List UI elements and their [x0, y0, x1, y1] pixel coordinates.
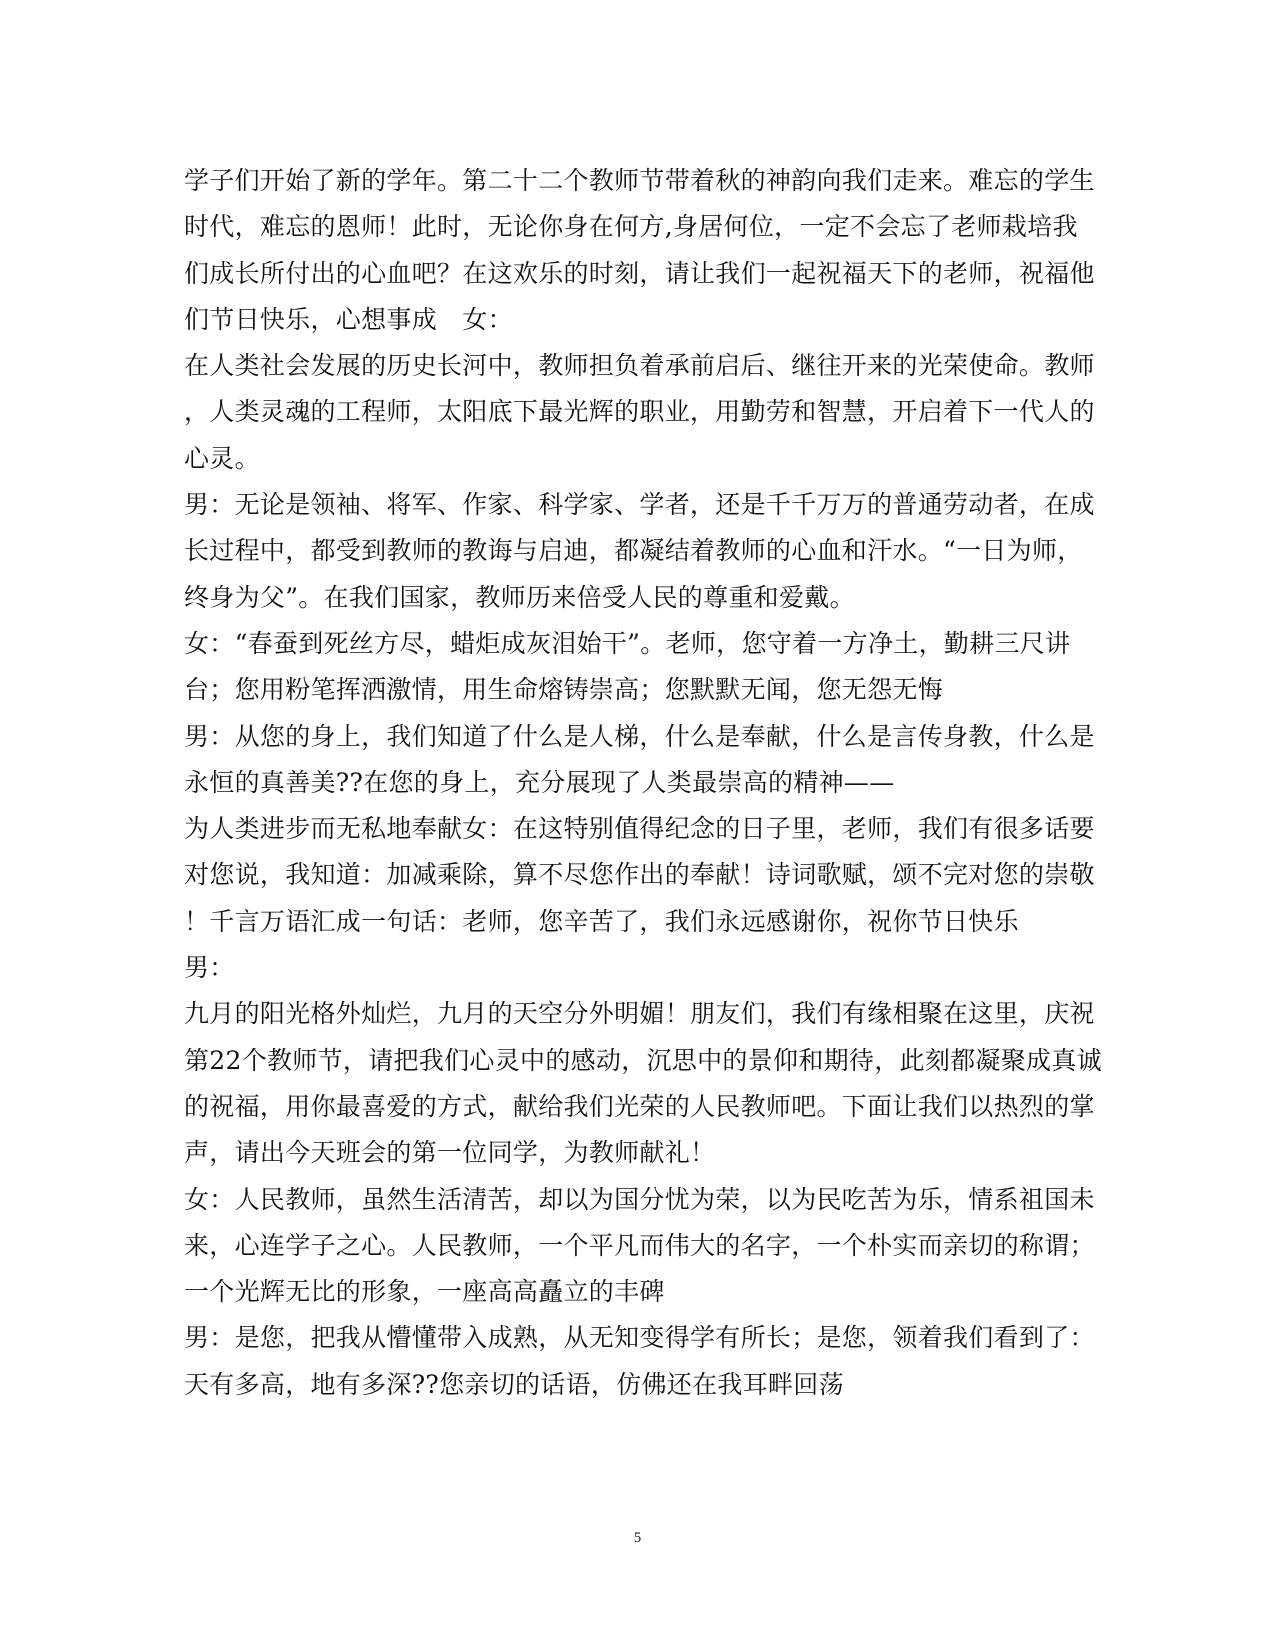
text-line: 声，请出今天班会的第一位同学，为教师献礼！ — [184, 1138, 716, 1168]
text-line: 们成长所付出的心血吧？在这欢乐的时刻，请让我们一起祝福天下的老师，祝福他 — [184, 258, 1095, 288]
text-line: 们节日快乐，心想事成 女： — [184, 304, 513, 334]
text-line: 第22个教师节，请把我们心灵中的感动，沉思中的景仰和期待，此刻都凝聚成真诚 — [184, 1045, 1102, 1075]
text-line: 来，心连学子之心。人民教师，一个平凡而伟大的名字，一个朴实而亲切的称谓； — [184, 1230, 1095, 1260]
text-line: 的祝福，用你最喜爱的方式，献给我们光荣的人民教师吧。下面让我们以热烈的掌 — [184, 1091, 1095, 1121]
page-number: 5 — [633, 1530, 642, 1546]
text-line: ！千言万语汇成一句话：老师，您辛苦了，我们永远感谢你，祝你节日快乐 — [184, 906, 1019, 936]
text-line: 男：无论是领袖、将军、作家、科学家、学者，还是千千万万的普通劳动者，在成 — [184, 490, 1095, 520]
text-line: 终身为父”。在我们国家，教师历来倍受人民的尊重和爱戴。 — [184, 582, 855, 612]
text-line: 女：人民教师，虽然生活清苦，却以为国分忧为荣，以为民吃苦为乐，情系祖国未 — [184, 1184, 1095, 1214]
text-line: 天有多高，地有多深??您亲切的话语，仿佛还在我耳畔回荡 — [184, 1369, 844, 1399]
text-line: 男：是您，把我从懵懂带入成熟，从无知变得学有所长；是您，领着我们看到了： — [184, 1323, 1095, 1353]
text-line: 九月的阳光格外灿烂，九月的天空分外明媚！朋友们，我们有缘相聚在这里，庆祝 — [184, 999, 1095, 1029]
text-line: 女：“春蚕到死丝方尽，蜡炬成灰泪始干”。老师，您守着一方净土，勤耕三尺讲 — [184, 628, 1071, 658]
text-line: 时代，难忘的恩师！此时，无论你身在何方,身居何位，一定不会忘了老师栽培我 — [184, 212, 1078, 242]
text-line: 学子们开始了新的学年。第二十二个教师节带着秋的神韵向我们走来。难忘的学生 — [184, 166, 1095, 195]
text-line: 男：从您的身上，我们知道了什么是人梯，什么是奉献，什么是言传身教，什么是 — [184, 721, 1095, 751]
text-line: ，人类灵魂的工程师，太阳底下最光辉的职业，用勤劳和智慧，开启着下一代人的 — [184, 397, 1095, 427]
text-line: 心灵。 — [184, 443, 260, 473]
text-line: 对您说，我知道：加减乘除，算不尽您作出的奉献！诗词歌赋，颂不完对您的崇敬 — [184, 860, 1095, 890]
text-line: 男： — [184, 953, 235, 983]
text-line: 在人类社会发展的历史长河中，教师担负着承前启后、继往开来的光荣使命。教师 — [184, 351, 1095, 381]
text-line: 一个光辉无比的形象，一座高高矗立的丰碑 — [184, 1277, 665, 1307]
text-line: 台；您用粉笔挥洒激情，用生命熔铸崇高；您默默无闻，您无怨无悔 — [184, 675, 944, 705]
document-body — [184, 158, 1102, 1408]
text-line: 永恒的真善美??在您的身上，充分展现了人类最崇高的精神—— — [184, 767, 895, 797]
text-line: 长过程中，都受到教师的教诲与启迪，都凝结着教师的心血和汗水。“一日为师， — [184, 536, 1083, 566]
text-line: 为人类进步而无私地奉献女：在这特别值得纪念的日子里，老师，我们有很多话要 — [184, 814, 1095, 844]
